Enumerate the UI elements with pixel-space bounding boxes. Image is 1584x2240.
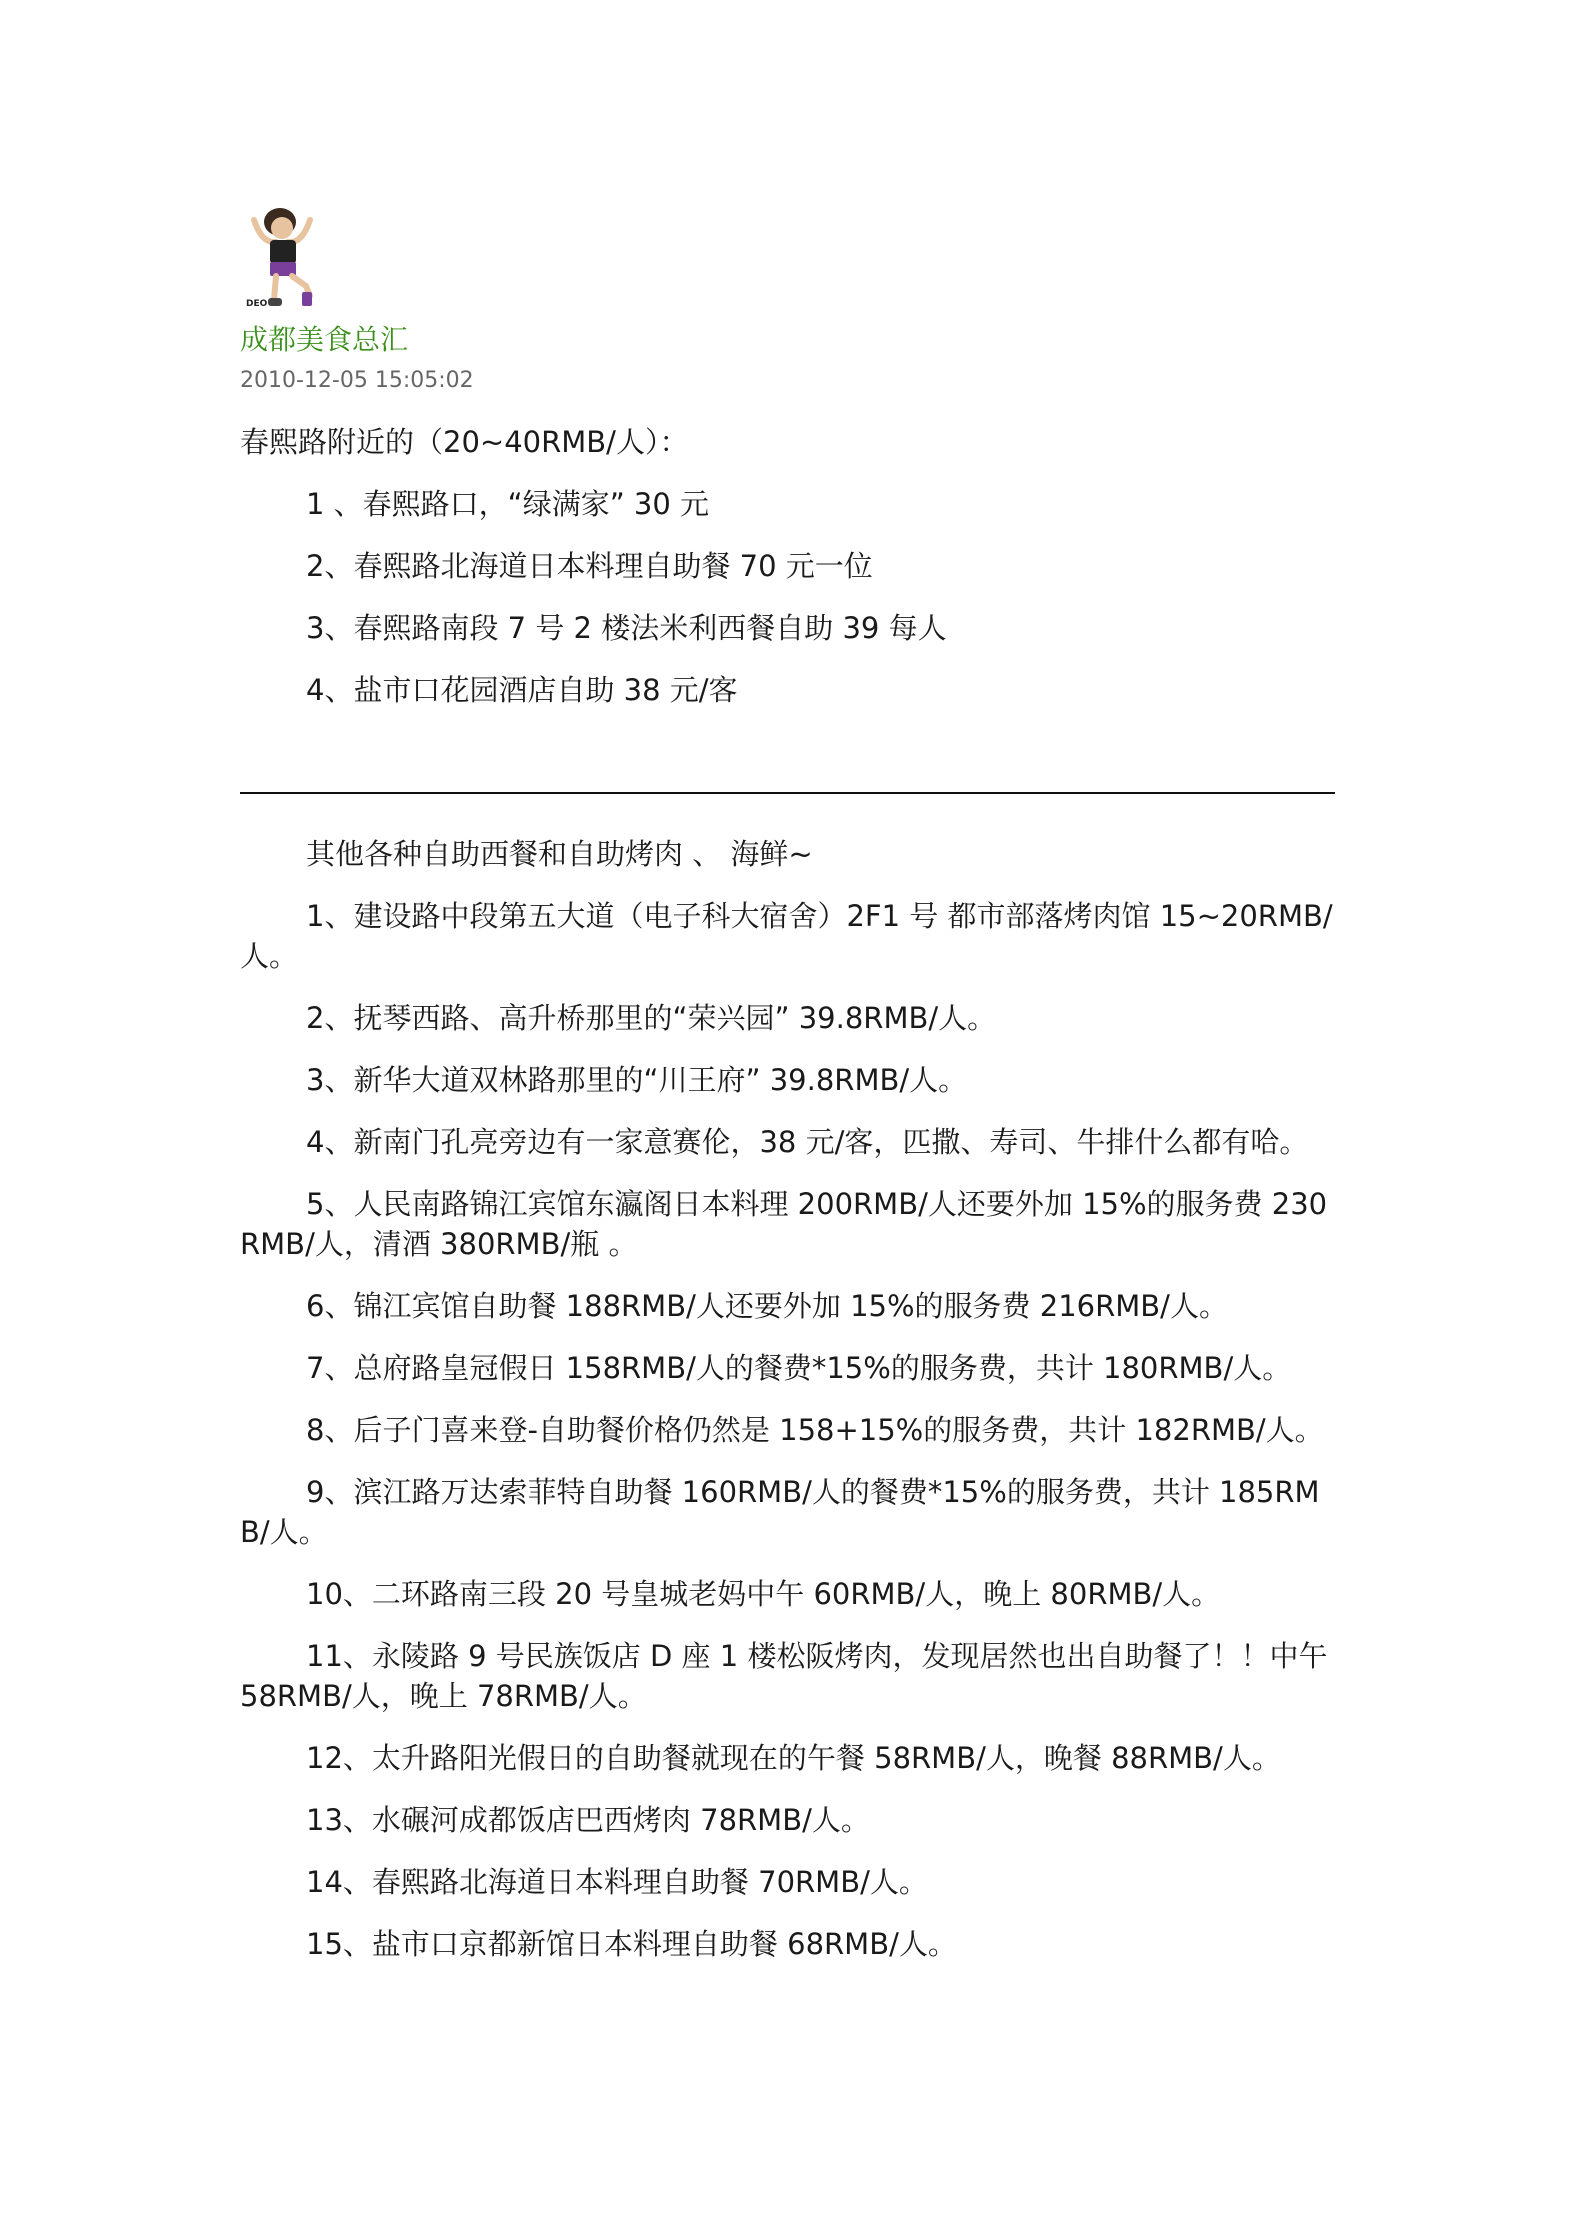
avatar-shirt	[270, 240, 296, 264]
section2-title: 其他各种自助西餐和自助烤肉 、 海鲜~	[306, 837, 813, 871]
list-item: 10、二环路南三段 20 号皇城老妈中午 60RMB/人，晚上 80RMB/人。	[306, 1577, 1221, 1611]
list-item: 2、春熙路北海道日本料理自助餐 70 元一位	[306, 549, 873, 583]
avatar-shoe	[268, 298, 282, 306]
list-item: 14、春熙路北海道日本料理自助餐 70RMB/人。	[306, 1865, 928, 1899]
list-item: 3、新华大道双林路那里的“川王府” 39.8RMB/人。	[306, 1063, 968, 1097]
list-item: 5、人民南路锦江宾馆东瀛阁日本料理 200RMB/人还要外加 15%的服务费 230RMB/人，清酒 380RMB/瓶 。	[240, 1187, 1328, 1261]
author-name[interactable]: 成都美食总汇	[240, 323, 409, 356]
list-item: 1 、春熙路口，“绿满家” 30 元	[306, 487, 710, 521]
list-item: 13、水碾河成都饭店巴西烤肉 78RMB/人。	[306, 1803, 870, 1837]
section1-title: 春熙路附近的（20~40RMB/人）：	[240, 425, 689, 459]
avatar-face	[271, 217, 293, 239]
list-item: 6、锦江宾馆自助餐 188RMB/人还要外加 15%的服务费 216RMB/人。	[306, 1289, 1228, 1323]
list-item: 15、盐市口京都新馆日本料理自助餐 68RMB/人。	[306, 1927, 957, 1961]
list-item: 4、盐市口花园酒店自助 38 元/客	[306, 673, 738, 707]
avatar-sock	[302, 292, 312, 306]
list-item: 9、滨江路万达索菲特自助餐 160RMB/人的餐费*15%的服务费，共计 185RMB/人。	[240, 1475, 1320, 1549]
avatar-badge: DEO	[246, 299, 268, 309]
list-item: 7、总府路皇冠假日 158RMB/人的餐费*15%的服务费，共计 180RMB/人。	[306, 1351, 1292, 1385]
list-item: 2、抚琴西路、高升桥那里的“荣兴园” 39.8RMB/人。	[306, 1001, 997, 1035]
section1-list	[240, 484, 1340, 732]
list-item: 11、永陵路 9 号民族饭店 D 座 1 楼松阪烤肉，发现居然也出自助餐了！！中午 58RMB/人，晚上 78RMB/人。	[240, 1639, 1328, 1713]
list-item: 3、春熙路南段 7 号 2 楼法米利西餐自助 39 每人	[306, 611, 947, 645]
user-avatar[interactable]	[240, 200, 336, 310]
post-timestamp: 2010-12-05 15:05:02	[240, 368, 474, 393]
list-item: 1、建设路中段第五大道（电子科大宿舍）2F1 号 都市部落烤肉馆 15~20RMB/人。	[240, 899, 1333, 973]
section-divider	[240, 792, 1335, 794]
list-item: 12、太升路阳光假日的自助餐就现在的午餐 58RMB/人，晚餐 88RMB/人。	[306, 1741, 1281, 1775]
list-item: 4、新南门孔亮旁边有一家意赛伦，38 元/客，匹撒、寿司、牛排什么都有哈。	[306, 1125, 1309, 1159]
section2-list	[240, 896, 1340, 1986]
list-item: 8、后子门喜来登-自助餐价格仍然是 158+15%的服务费，共计 182RMB/人。	[306, 1413, 1324, 1447]
